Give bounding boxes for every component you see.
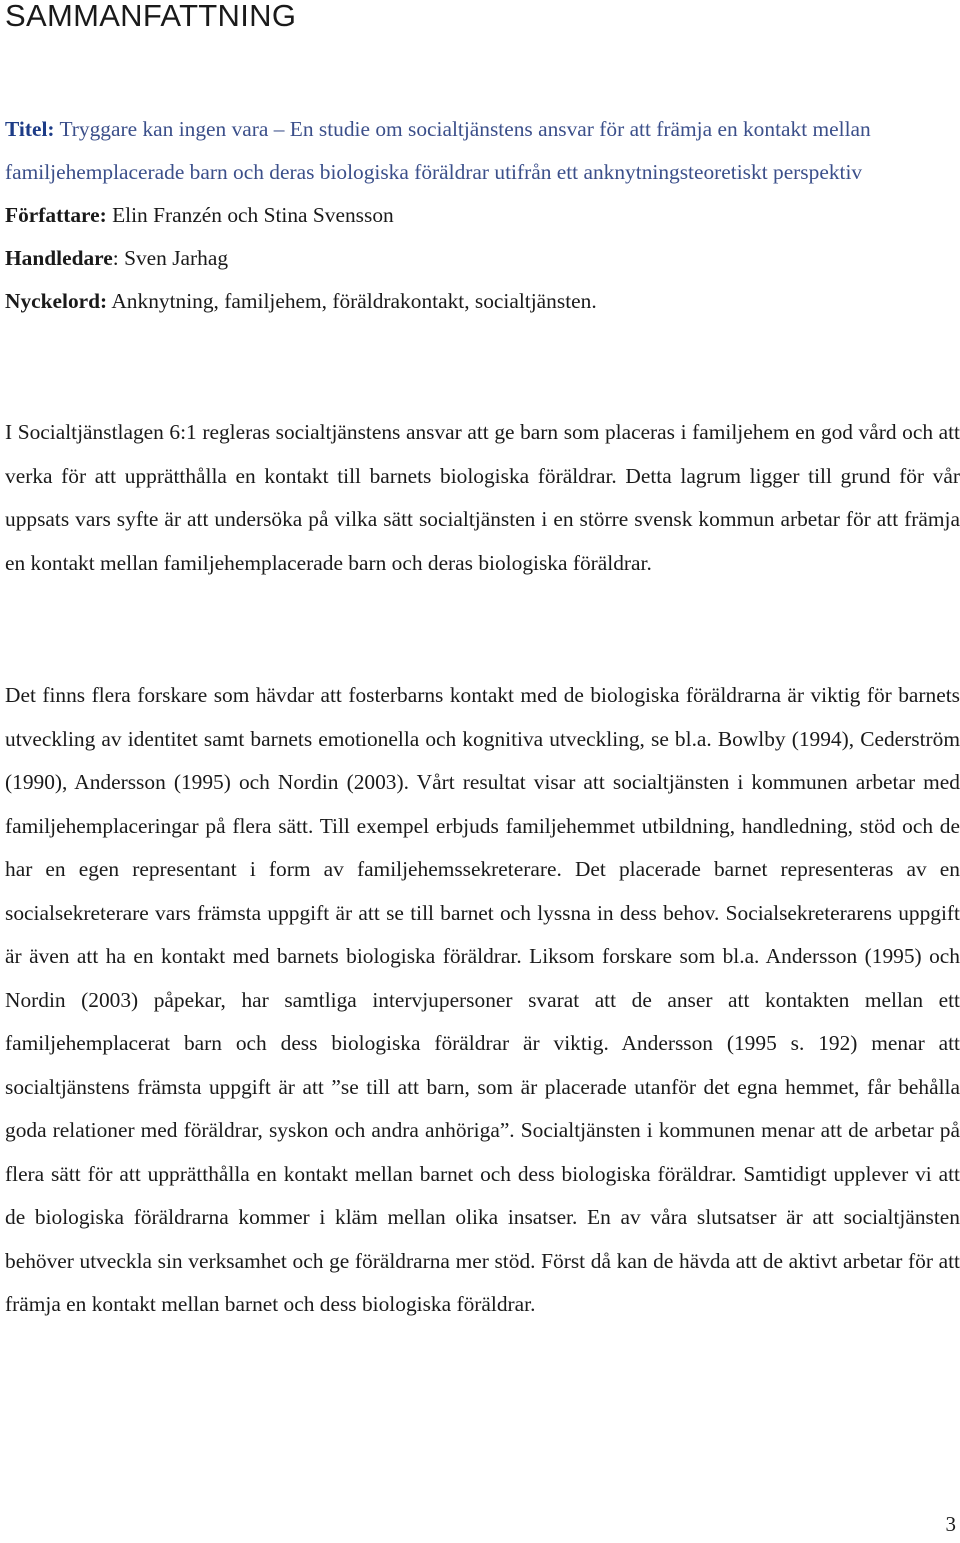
- authors-line: [5, 194, 960, 237]
- keywords-line: [5, 280, 960, 323]
- body-paragraph: I Socialtjänstlagen 6:1 regleras socialtjänstens ansvar att ge barn som placeras i familjehem en god vård och att verka för att upprätthålla en kontakt till barnets biologiska föräldrar. Detta lagrum ligger till grund för vår uppsats vars syfte är att undersöka på vilka sätt socialtjänsten i en större svensk kommun arbetar för att främja en kontakt mellan familjehemplacerade barn och deras biologiska föräldrar.: [5, 420, 960, 575]
- supervisor-separator: :: [112, 246, 119, 270]
- supervisor-value: Sven Jarhag: [124, 246, 229, 270]
- supervisor-line: [5, 237, 960, 280]
- page-number: 3: [945, 1512, 956, 1536]
- keywords-label: Nyckelord:: [5, 289, 108, 313]
- body-paragraph: Det finns flera forskare som hävdar att fosterbarns kontakt med de biologiska föräldrarna är viktig för barnets utveckling av identitet samt barnets emotionella och kognitiva utveckling, se bl.a. Bowlby (1994), Cederström (1990), Andersson (1995) och Nordin (2003). Vårt resultat visar att socialtjänsten i kommunen arbetar med familjehemplaceringar på flera sätt. Till exempel erbjuds familjehemmet utbildning, handledning, stöd och de har en egen representant i form av familjehemssekreterare. Det placerade barnet representeras av en socialsekreterare vars främsta uppgift är att se till barnet och lyssna in dess behov. Socialsekreterarens uppgift är även att ha en kontakt med barnets biologiska föräldrar. Liksom forskare som bl.a. Andersson (1995) och Nordin (2003) påpekar, har samtliga intervjupersoner svarat att de anser att kontakten mellan ett familjehemplacerat barn och dess biologiska föräldrar är viktig. Andersson (1995 s. 192) menar att socialtjänstens främsta uppgift är att ”se till att barn, som är placerade utanför det egna hemmet, får behålla goda relationer med föräldrar, syskon och andra anhöriga”. Socialtjänsten i kommunen menar att de arbetar på flera sätt för att upprätthålla en kontakt mellan barnet och dess biologiska föräldrar. Samtidigt upplever vi att de biologiska föräldrarna kommer i kläm mellan olika insatser. En av våra slutsatser är att socialtjänsten behöver utveckla sin verksamhet och ge föräldrarna mer stöd. Först då kan de hävda att de aktivt arbetar för att främja en kontakt mellan barnet och dess biologiska föräldrar.: [5, 683, 960, 1316]
- authors-value: Elin Franzén och Stina Svensson: [112, 203, 394, 227]
- authors-label: Författare:: [5, 203, 107, 227]
- thesis-metadata: [5, 108, 960, 323]
- page-heading: SAMMANFATTNING: [5, 0, 297, 33]
- supervisor-label: Handledare: [5, 246, 113, 270]
- keywords-value: Anknytning, familjehem, föräldrakontakt, socialtjänsten.: [111, 289, 597, 313]
- title-text: Tryggare kan ingen vara – En studie om socialtjänstens ansvar för att främja en kontakt mellan familjehemplacerade barn och deras biologiska föräldrar utifrån ett anknytningsteoretiskt perspektiv: [5, 117, 871, 184]
- title-line: [5, 108, 960, 194]
- title-label: Titel:: [5, 117, 55, 141]
